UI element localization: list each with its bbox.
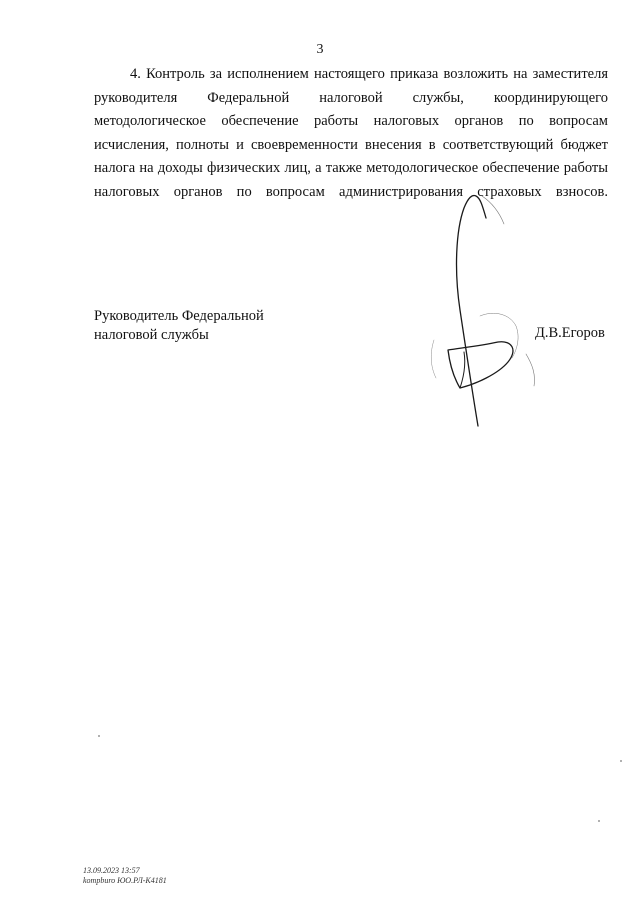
- signatory-title-line-2: налоговой службы: [94, 327, 209, 343]
- order-paragraph-4: 4. Контроль за исполнением настоящего приказа возложить на заместителя руководителя Федеральной налоговой службы, координирующего методологическое обеспечение работы налоговых органов по вопросам исчисления, полноты и своевременности внесения в соответствующий бюджет налога на доходы физических лиц, а также методологическое обеспечение работы налоговых органов по вопросам администрирования страховых взносов.: [94, 66, 608, 200]
- scan-footer: [83, 866, 167, 886]
- footer-timestamp: 13.09.2023 13:57: [83, 866, 140, 875]
- scan-speck: [98, 735, 100, 737]
- scan-speck: [620, 760, 622, 762]
- handwritten-signature: [420, 190, 550, 430]
- footer-document-code: kompburo ЮО.РЛ-К4181: [83, 876, 167, 885]
- scan-speck: [598, 820, 600, 822]
- signatory-name: Д.В.Егоров: [535, 325, 605, 341]
- signatory-title: [94, 307, 264, 345]
- signatory-title-line-1: Руководитель Федеральной: [94, 308, 264, 324]
- page-number: 3: [316, 42, 324, 57]
